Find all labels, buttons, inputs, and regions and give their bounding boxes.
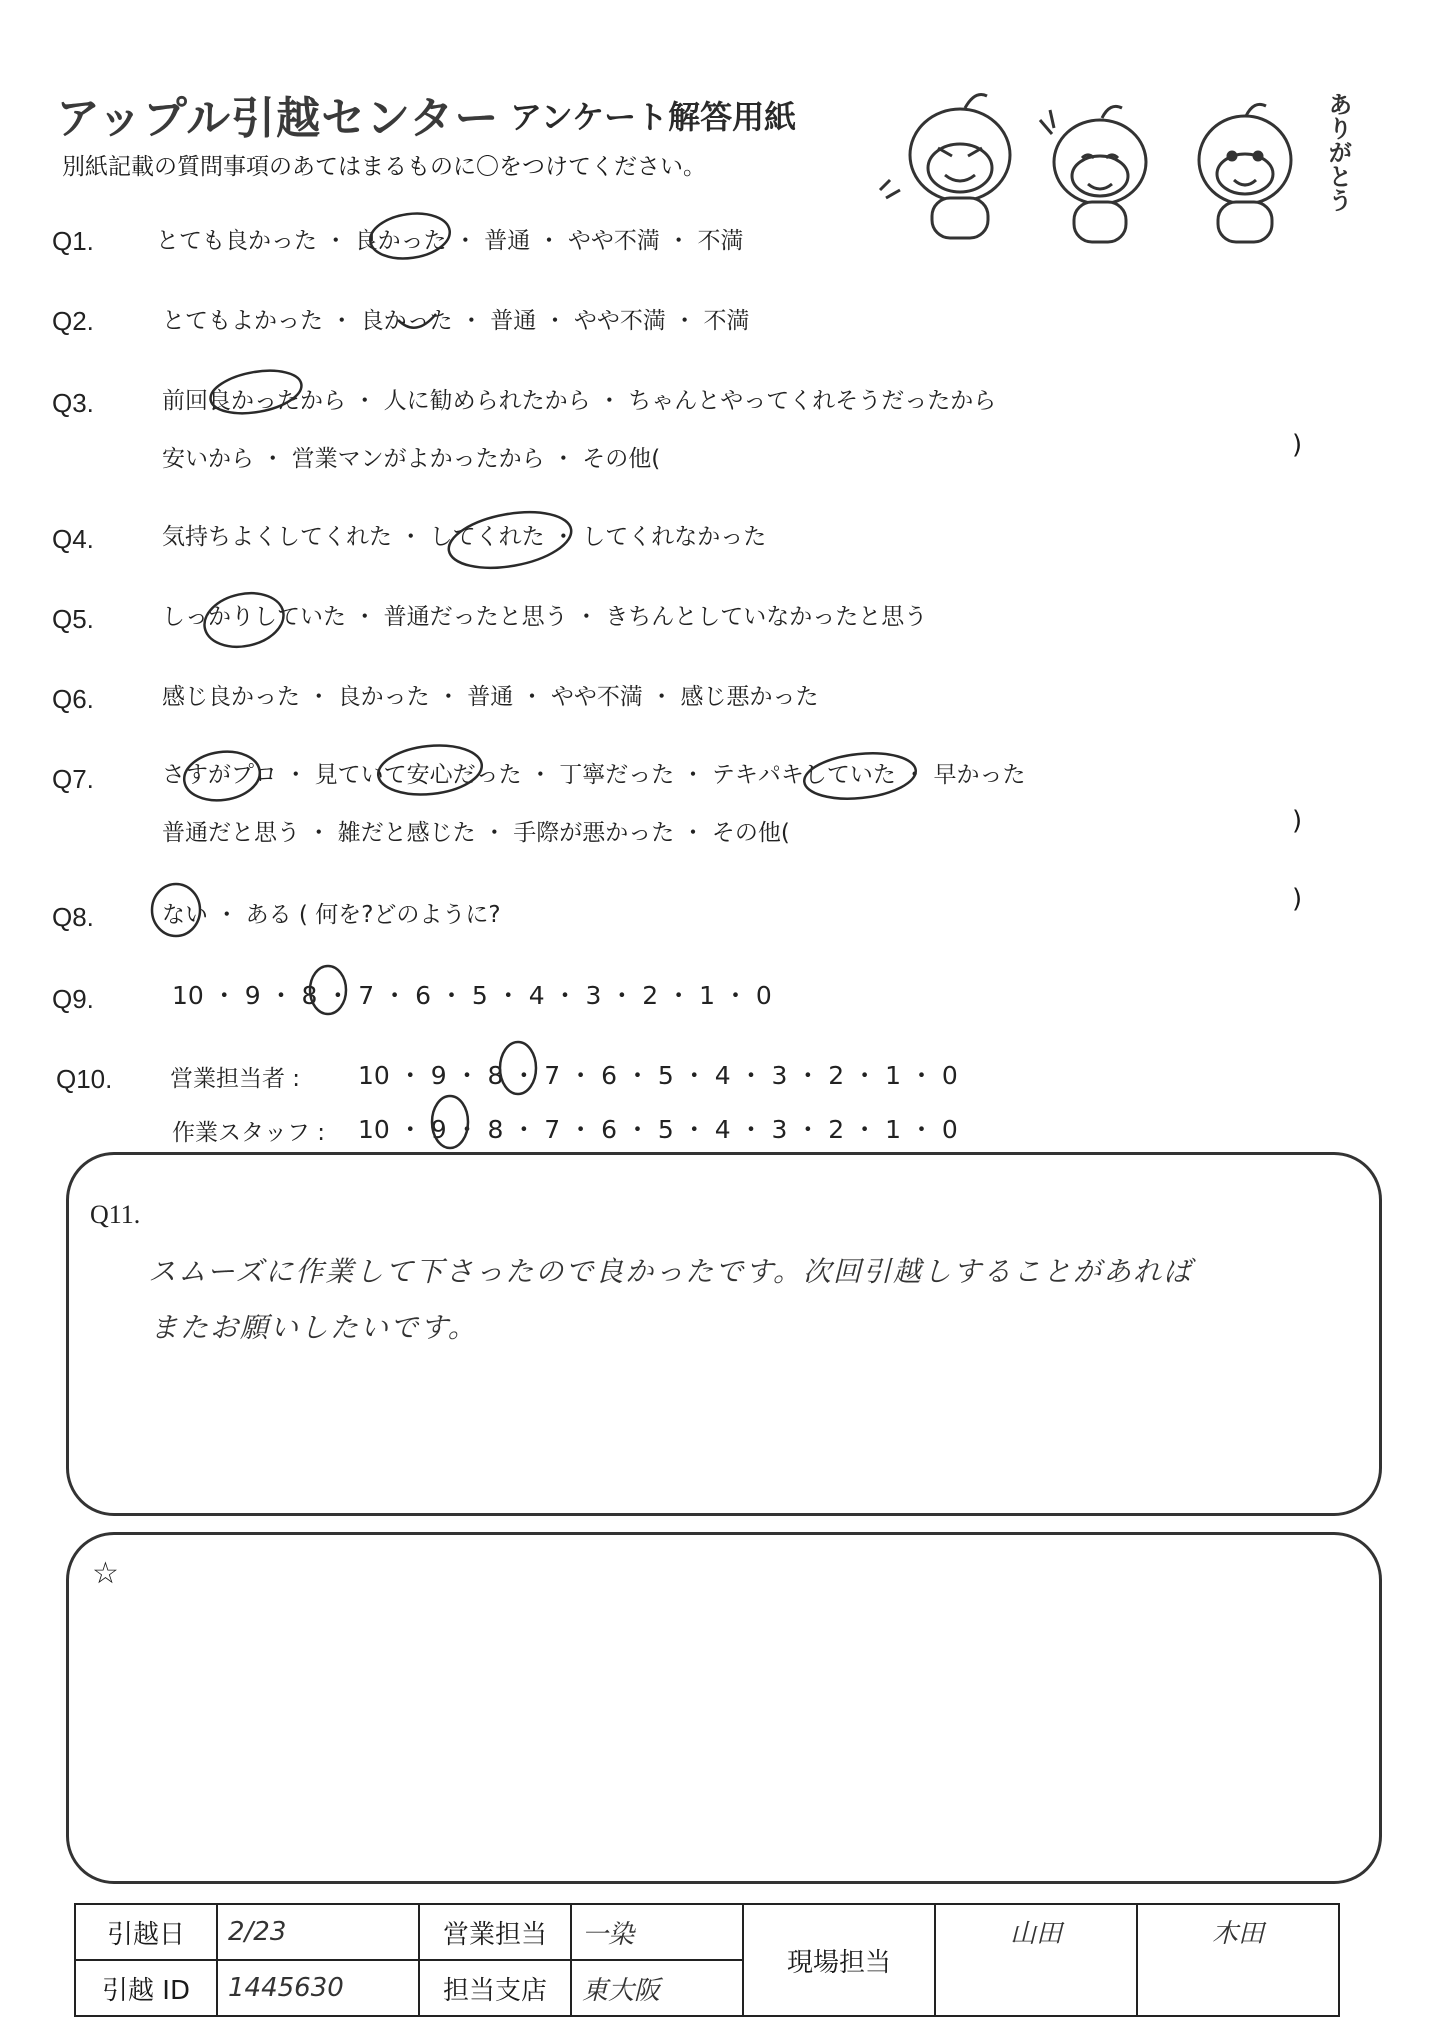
monkey-left-icon — [880, 95, 1010, 239]
site-staff-value-2: 木田 — [1137, 1904, 1339, 2016]
move-id-label: 引越 ID — [75, 1960, 217, 2016]
move-date-label: 引越日 — [75, 1904, 217, 1960]
q8-options: ない ・ ある ( 何を?どのように? — [162, 902, 501, 928]
sales-rep-label: 営業担当 — [419, 1904, 571, 1960]
q3-label: Q3. — [52, 388, 94, 418]
q7-options-line2: 普通だと思う ・ 雑だと感じた ・ 手際が悪かった ・ その他( — [162, 820, 790, 846]
instruction-text: 別紙記載の質問事項のあてはまるものに〇をつけてください。 — [62, 154, 706, 180]
q11-label: Q11. — [90, 1200, 141, 1229]
q2-label: Q2. — [52, 306, 94, 336]
q3-close-paren: ) — [1292, 430, 1303, 460]
move-date-value: 2/23 — [217, 1904, 419, 1960]
q3-options-line2: 安いから ・ 営業マンがよかったから ・ その他( — [162, 446, 661, 472]
q1-label: Q1. — [52, 226, 94, 256]
q7-label: Q7. — [52, 764, 94, 794]
sales-rep-value: 一染 — [571, 1904, 743, 1960]
q5-options: しっかりしていた ・ 普通だったと思う ・ きちんとしていなかったと思う — [162, 604, 928, 630]
brand-title: アップル引越センター — [56, 93, 500, 144]
form-subtitle: アンケート解答用紙 — [510, 98, 797, 136]
q2-options: とてもよかった ・ 良かった ・ 普通 ・ やや不満 ・ 不満 — [162, 308, 750, 334]
mascot-illustration — [870, 80, 1340, 260]
q4-options: 気持ちよくしてくれた ・ してくれた ・ してくれなかった — [162, 524, 767, 550]
monkey-middle-icon — [1040, 106, 1146, 242]
q5-label: Q5. — [52, 604, 94, 634]
q1-options: とても良かった ・ 良かった ・ 普通 ・ やや不満 ・ 不満 — [156, 228, 744, 254]
q10-sales-label: 営業担当者 : — [170, 1066, 301, 1092]
q4-label: Q4. — [52, 524, 94, 554]
q10-label: Q10. — [56, 1064, 113, 1094]
q8-label: Q8. — [52, 902, 94, 932]
site-staff-value-1: 山田 — [935, 1904, 1137, 2016]
branch-label: 担当支店 — [419, 1960, 571, 2016]
q3-options-line1: 前回良かったから ・ 人に勧められたから ・ ちゃんとやってくれそうだったから — [162, 388, 997, 414]
branch-value: 東大阪 — [571, 1960, 743, 2016]
star-comment-box — [66, 1532, 1382, 1884]
q9-scale: 10 ・ 9 ・ 8 ・ 7 ・ 6 ・ 5 ・ 4 ・ 3 ・ 2 ・ 1 ・ 0 — [172, 981, 772, 1010]
q10-sales-scale: 10 ・ 9 ・ 8 ・ 7 ・ 6 ・ 5 ・ 4 ・ 3 ・ 2 ・ 1 ・ 0 — [358, 1061, 958, 1090]
mascot-thanks-text: ありがとう — [1324, 92, 1352, 212]
q9-label: Q9. — [52, 984, 94, 1014]
q11-answer-line1: スムーズに作業して下さったので良かったです。次回引越しすることがあれば — [148, 1255, 1193, 1288]
q11-answer-line2: またお願いしたいです。 — [150, 1311, 478, 1344]
footer-info-table — [74, 1903, 1340, 2017]
q7-close-paren: ) — [1292, 806, 1303, 836]
site-staff-label: 現場担当 — [743, 1904, 935, 2016]
move-id-value: 1445630 — [217, 1960, 419, 2016]
q6-label: Q6. — [52, 684, 94, 714]
q7-options-line1: さすがプロ ・ 見ていて安心だった ・ 丁寧だった ・ テキパキしていた ・ 早かった — [162, 762, 1026, 788]
q10-staff-scale: 10 ・ 9 ・ 8 ・ 7 ・ 6 ・ 5 ・ 4 ・ 3 ・ 2 ・ 1 ・ 0 — [358, 1115, 958, 1144]
q8-close-paren: ) — [1292, 884, 1303, 914]
monkey-right-icon — [1199, 104, 1291, 242]
q10-staff-label: 作業スタッフ : — [172, 1120, 326, 1146]
star-icon: ☆ — [92, 1556, 119, 1591]
q6-options: 感じ良かった ・ 良かった ・ 普通 ・ やや不満 ・ 感じ悪かった — [162, 684, 819, 710]
